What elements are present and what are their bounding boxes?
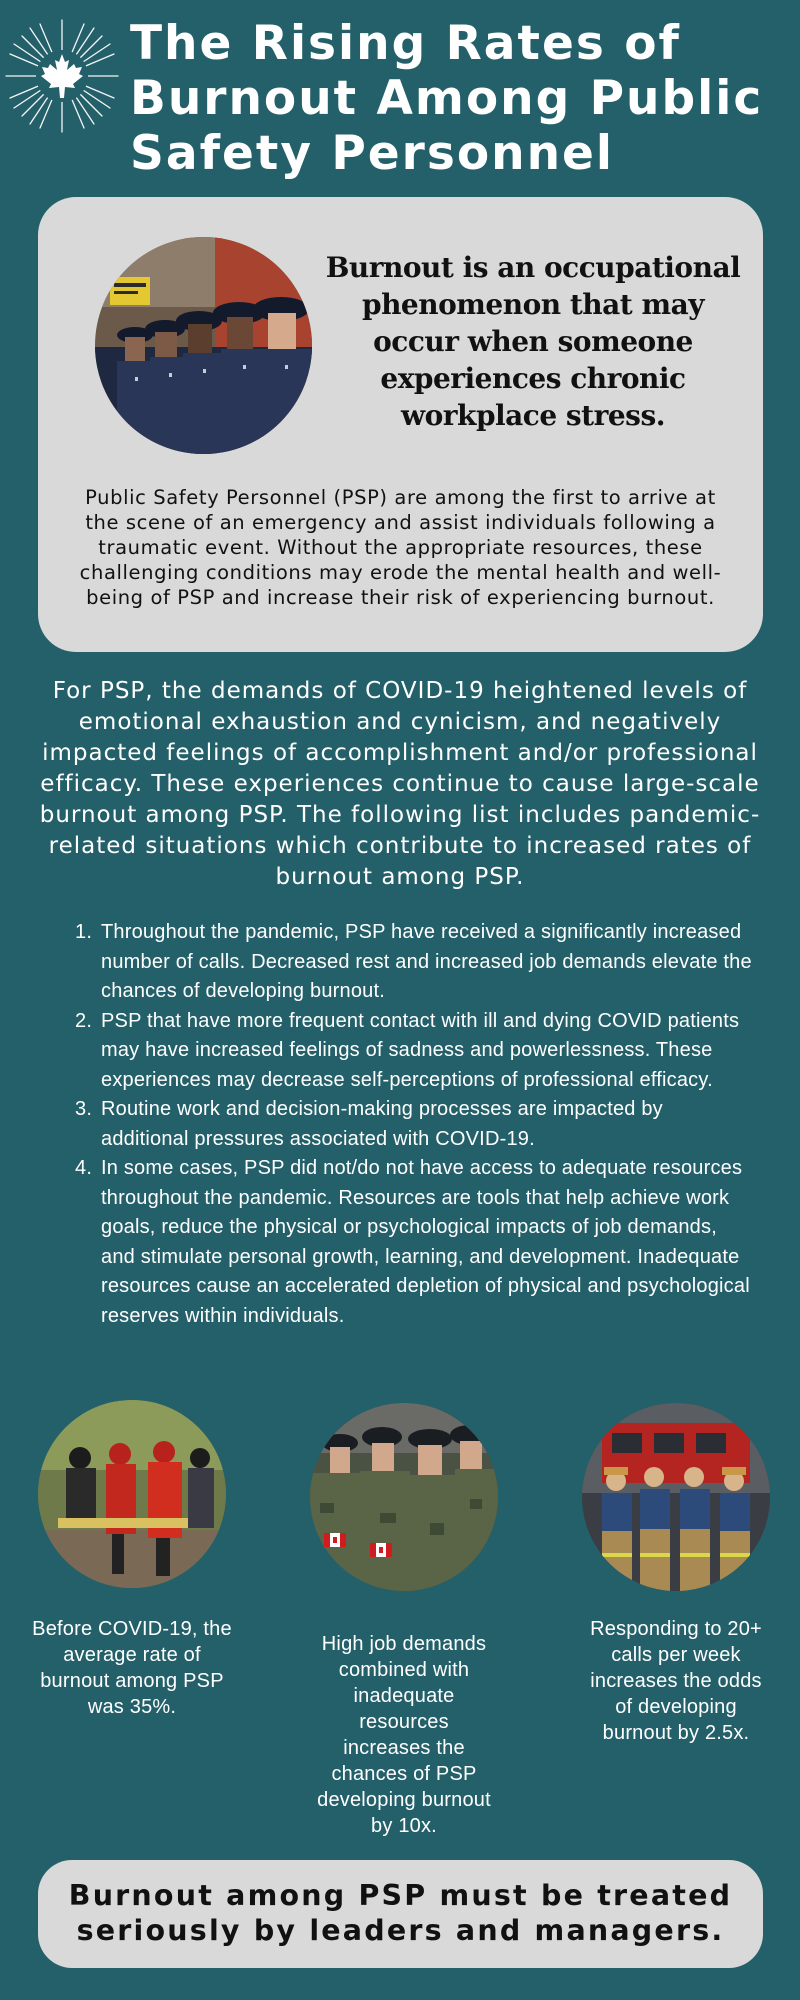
canadian-soldiers-photo [310, 1403, 498, 1591]
list-item: 1. Throughout the pandemic, PSP have received a significantly increased number of calls. Decreased rest and increased job demands elevate the chances of developing burnout. [75, 921, 752, 1002]
firefighters-photo [582, 1403, 770, 1591]
stat-text: High job demands combined with inadequate resources increases the chances of PSP developing burnout by 10x. [317, 1633, 491, 1837]
burnout-definition: Burnout is an occupational phenomenon that may occur when someone experiences chronic workplace stress. [325, 251, 741, 432]
header [0, 0, 800, 185]
page-title: The Rising Rates of Burnout Among Public Safety Personnel [130, 16, 764, 181]
police-officers-photo [95, 237, 312, 454]
stat-text: Responding to 20+ calls per week increases the odds of developing burnout by 2.5x. [590, 1618, 762, 1744]
stat-job-demands [289, 1403, 519, 1839]
rescue-workers-photo [38, 1400, 226, 1588]
list-item: 4. In some cases, PSP did not/do not have access to adequate resources throughout the pandemic. Resources are tools that help achieve work goals, reduce the physical or psychological impacts of job demands, and stimulate personal growth, learning, and development. Inadequate resources cause an accelerated depletion of physical and psychological reserves within individuals. [75, 1157, 750, 1327]
burnout-factors-list [75, 918, 755, 1331]
stat-call-volume [561, 1403, 791, 1746]
covid-intro-text: For PSP, the demands of COVID-19 heightened levels of emotional exhaustion and cynicism, and negatively impacted feelings of accomplishment and/or professional efficacy. These experiences continue to cause large-scale burnout among PSP. The following list includes pandemic-related situations which contribute to increased rates of burnout among PSP. [39, 678, 761, 890]
canada-maple-leaf-burst-icon [4, 18, 120, 134]
psp-description: Public Safety Personnel (PSP) are among the first to arrive at the scene of an emergency and assist individuals following a traumatic event. Without the appropriate resources, these challenging conditions may erode the mental health and well-being of PSP and increase their risk of experiencing burnout. [79, 486, 722, 609]
conclusion-card [38, 1860, 763, 1968]
list-item: 3. Routine work and decision-making processes are impacted by additional pressures associated with COVID-19. [75, 1098, 663, 1150]
stat-text: Before COVID-19, the average rate of burnout among PSP was 35%. [32, 1618, 232, 1718]
definition-card [38, 197, 763, 652]
stat-burnout-rate [17, 1400, 247, 1720]
conclusion-text: Burnout among PSP must be treated seriously by leaders and managers. [68, 1879, 733, 1947]
list-item: 2. PSP that have more frequent contact with ill and dying COVID patients may have increased feelings of sadness and powerlessness. These experiences may decrease self-perceptions of professional efficacy. [75, 1009, 740, 1091]
